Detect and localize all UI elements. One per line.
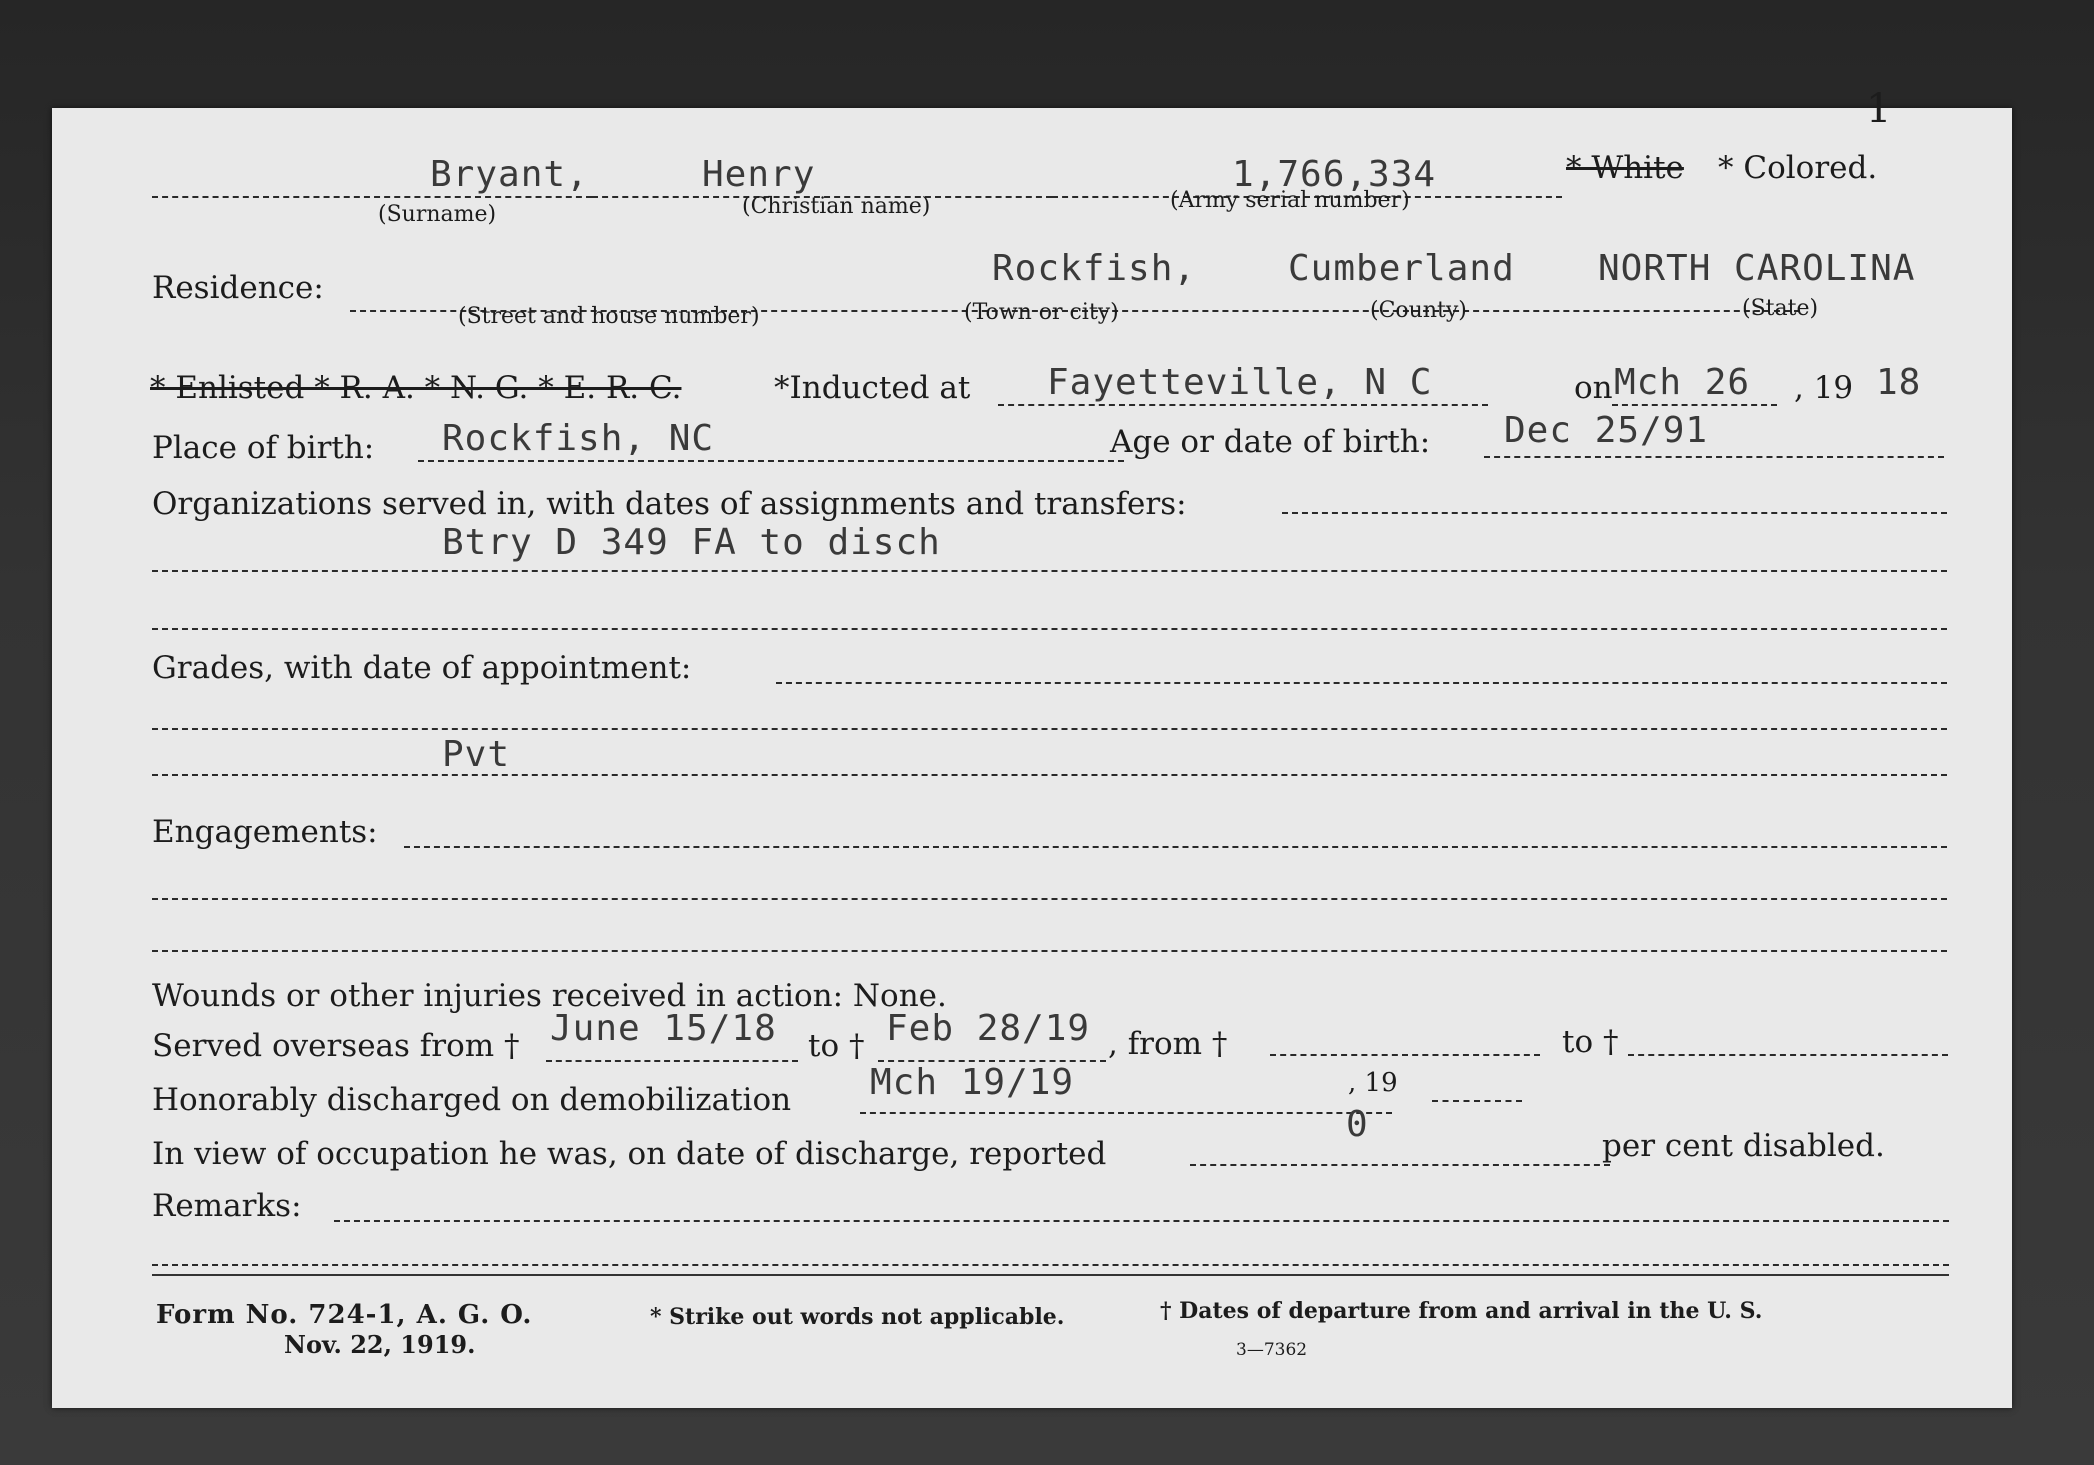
- surname-value: Bryant,: [430, 154, 589, 195]
- overseas-from2-line: [1270, 1054, 1540, 1056]
- discharge-year-prefix: , 19: [1348, 1068, 1398, 1098]
- street-caption: (Street and house number): [458, 304, 760, 329]
- county-value: Cumberland: [1288, 248, 1515, 289]
- birth-place-line: [418, 460, 1124, 462]
- inducted-label: *Inducted at: [774, 370, 971, 406]
- birth-age-value: Dec 25/91: [1504, 410, 1709, 451]
- disability-suffix: per cent disabled.: [1602, 1128, 1885, 1164]
- town-value: Rockfish,: [992, 248, 1197, 289]
- remarks-line-1: [334, 1220, 1949, 1222]
- organizations-line-1: [1282, 512, 1947, 514]
- birth-place-value: Rockfish, NC: [442, 418, 715, 459]
- overseas-to-value: Feb 28/19: [886, 1008, 1091, 1049]
- race-colored: * Colored.: [1718, 150, 1878, 186]
- print-code: 3—7362: [1236, 1340, 1308, 1360]
- surname-line: [152, 196, 592, 198]
- organizations-label: Organizations served in, with dates of assignments and transfers:: [152, 486, 1187, 522]
- inducted-date-line: [1612, 404, 1777, 406]
- engagements-line-1: [404, 846, 1947, 848]
- race-white: [1566, 150, 1684, 186]
- town-caption: (Town or city): [964, 300, 1119, 325]
- grades-value: Pvt: [442, 734, 511, 775]
- serial-value: 1,766,334: [1232, 154, 1437, 195]
- form-number: Form No. 724-1, A. G. O.: [156, 1300, 533, 1330]
- engagements-line-3: [152, 950, 1947, 952]
- engagements-line-2: [152, 898, 1947, 900]
- dates-note: † Dates of departure from and arrival in the U. S.: [1160, 1298, 1763, 1324]
- enlisted-options: [150, 370, 681, 406]
- remarks-line-2: [152, 1264, 1949, 1266]
- residence-label: Residence:: [152, 270, 324, 306]
- birth-age-label: Age or date of birth:: [1110, 424, 1431, 460]
- overseas-from-value: June 15/18: [550, 1008, 777, 1049]
- grades-line-2: [152, 728, 1947, 730]
- strike-note: * Strike out words not applicable.: [650, 1304, 1065, 1330]
- state-value: NORTH CAROLINA: [1598, 248, 1916, 289]
- overseas-to-label: to †: [808, 1028, 865, 1064]
- discharge-line: [860, 1112, 1392, 1114]
- organizations-value: Btry D 349 FA to disch: [442, 522, 941, 563]
- birth-place-label: Place of birth:: [152, 430, 375, 466]
- wounds-label: Wounds or other injuries received in action: None.: [152, 978, 947, 1014]
- footer-rule: [152, 1274, 1949, 1276]
- year-prefix: , 19: [1794, 370, 1854, 406]
- discharge-label: Honorably discharged on demobilization: [152, 1082, 792, 1118]
- grades-line-3: [152, 774, 1947, 776]
- inducted-place-value: Fayetteville, N C: [1047, 362, 1433, 403]
- surname-caption: (Surname): [378, 202, 497, 227]
- state-caption: (State): [1742, 296, 1819, 321]
- christian-name-value: Henry: [702, 154, 816, 195]
- inducted-date-value: Mch 26: [1614, 362, 1751, 403]
- birth-age-line: [1484, 456, 1944, 458]
- discharge-value: Mch 19/19: [870, 1062, 1075, 1103]
- service-record-card: [52, 86, 2012, 1408]
- organizations-line-2: [152, 570, 1947, 572]
- form-date: Nov. 22, 1919.: [284, 1330, 476, 1359]
- discharge-year-line: [1432, 1100, 1522, 1102]
- on-label: on: [1574, 370, 1613, 406]
- county-caption: (County): [1370, 298, 1467, 323]
- serial-caption: (Army serial number): [1170, 188, 1410, 213]
- overseas-from2-label: , from †: [1108, 1026, 1228, 1062]
- inducted-year-value: 18: [1876, 362, 1922, 403]
- engagements-label: Engagements:: [152, 814, 378, 850]
- organizations-line-3: [152, 628, 1947, 630]
- disability-label: In view of occupation he was, on date of discharge, reported: [152, 1136, 1107, 1172]
- overseas-label: Served overseas from †: [152, 1028, 520, 1064]
- disability-line: [1190, 1164, 1610, 1166]
- remarks-label: Remarks:: [152, 1188, 302, 1224]
- grades-label: Grades, with date of appointment:: [152, 650, 692, 686]
- overseas-to2-line: [1628, 1054, 1948, 1056]
- christian-caption: (Christian name): [742, 194, 931, 219]
- inducted-place-line: [998, 404, 1488, 406]
- race-white-text: * White: [1566, 150, 1684, 186]
- card-number: 1: [1866, 86, 1892, 132]
- disability-value: 0: [1346, 1104, 1369, 1145]
- overseas-to2-label: to †: [1562, 1024, 1619, 1060]
- overseas-from-line: [546, 1060, 798, 1062]
- enlisted-options-text: * Enlisted * R. A. * N. G. * E. R. C.: [150, 370, 682, 406]
- grades-line-1: [776, 682, 1947, 684]
